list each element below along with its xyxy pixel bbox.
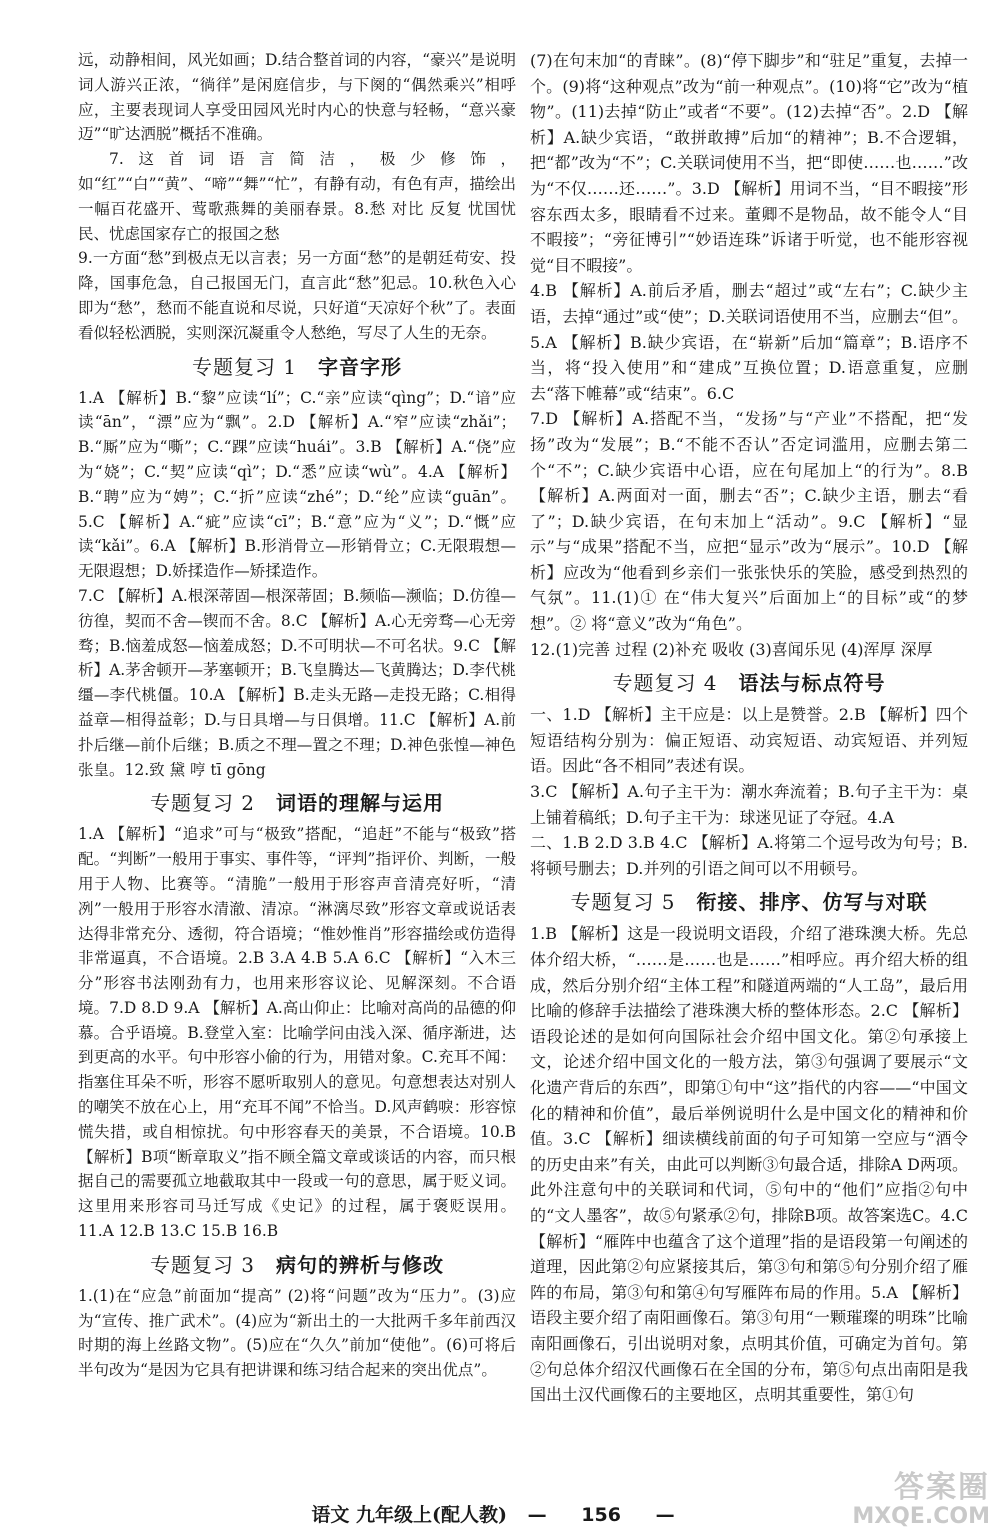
answer-paragraph: (7)在句末加“的青睐”。(8)“停下脚步”和“驻足”重复，去掉一个。(9)将“这种观点”改为“前一种观点”。(10)将“它”改为“植物”。(11)去掉“防止”或者“不要”。(12)去掉“否”。2.D 【解析】A.缺少宾语，“敢拼敢搏”后加“的精神”；B.不合逻辑，把“都”改为“不”；C.关联词使用不当，把“即使……也……”改为“不仅……还……”。3.D 【解析】用词不当，“目不暇接”形容东西太多，眼睛看不过来。董卿不是物品，故不能令人“目不暇接”；“旁征博引”“妙语连珠”诉诸于听觉，也不能形容视觉“目不暇接”。 xyxy=(530,51,968,275)
section-number: 专题复习 5 xyxy=(570,890,676,915)
answer-paragraph: 远，动静相间，风光如画；D.结合整首词的内容，“豪兴”是说明词人游兴正浓，“徜徉”是闲庭信步，与下阕的“偶然乘兴”相呼应，主要表现词人享受田园风光时内心的快意与轻畅，“意兴豪迈”“旷达洒脱”概括不准确。 xyxy=(78,51,516,144)
section-number: 专题复习 3 xyxy=(149,1252,256,1277)
section-heading xyxy=(530,885,968,919)
answer-paragraph: 1.A 【解析】B.“黎”应读“lí”；C.“亲”应读“qìng”；D.“谙”应读“ān”，“漂”应为“飘”。2.D 【解析】A.“窄”应读“zhǎi”；B.“厮”应为“嘶”；C.“踝”应读“huái”。3.B 【解析】A.“侥”应为“娆”；C.“契”应读“qì”；D.“悉”应读“wù”。4.A 【解析】B.“聘”应为“娉”；C.“折”应读“zhé”；D.“纶”应读“guān”。5.C 【解析】A.“疵”应读“cī”；B.“意”应为“义”；D.“慨”应读“kǎi”。6.A 【解析】B.形消骨立—形销骨立；C.无限瑕想—无限遐想；D.娇揉造作—矫揉造作。 xyxy=(78,388,516,581)
footer-grade: 九年级上(配人教) xyxy=(356,1504,508,1526)
left-column xyxy=(78,48,516,1383)
answer-paragraph: 7.D 【解析】A.搭配不当，“发扬”与“产业”不搭配，把“发扬”改为“发展”；B.“不能不否认”否定词滥用，应删去第二个“不”；C.缺少宾语中心语，应在句尾加上“的行为”。8.B 【解析】A.两面对一面，删去“否”；C.缺少主语，删去“看了”；D.缺少宾语，在句末加上“活动”。9.C 【解析】“显示”与“成果”搭配不当，应把“显示”改为“展示”。10.D 【解析】应改为“他看到乡亲们一张张快乐的笑脸，感受到热烈的气氛”。11.(1)① 在“伟大复兴”后面加上“的目标”或“的梦想”。② 将“意义”改为“角色”。 xyxy=(530,409,968,634)
section-heading xyxy=(78,1248,516,1282)
right-column xyxy=(530,48,968,1408)
answer-paragraph: 7.C 【解析】A.根深蒂固—根深蒂固；B.频临—濒临；D.仿徨—彷徨，契而不舍—锲而不舍。8.C 【解析】A.心无旁骛—心无旁骛；B.恼羞成怒—恼羞成怒；D.不可明状—不可名状。9.C 【解析】A.茅舍顿开—茅塞顿开；B.飞皇腾达—飞黄腾达；D.李代桃缰—李代桃僵。10.A 【解析】B.走头无路—走投无路；C.相得益章—相得益彰；D.与日具增—与日俱增。11.C 【解析】A.前扑后继—前仆后继；B.质之不理—置之不理；D.神色张惶—神色张皇。12.致 黛 哼 tī gōng xyxy=(78,586,516,779)
section-title: 病句的辨析与修改 xyxy=(276,1252,445,1277)
answer-paragraph: 1.(1)在“应急”前面加“提高” (2)将“问题”改为“压力”。(3)应为“宣传、推广武术”。(4)应为“新出土的一大批两千多年前西汉时期的海上丝路文物”。(5)应在“久久”前加“使他”。(6)可将后半句改为“是因为它具有把讲课和练习结合起来的突出优点”。 xyxy=(78,1286,516,1380)
page-number-dash-left: — xyxy=(527,1504,547,1526)
answer-paragraph: 1.A 【解析】“追求”可与“极致”搭配，“追赶”不能与“极致”搭配。“判断”一般用于事实、事件等，“评判”指评价、判断，一般用于人物、比赛等。“清脆”一般用于形容声音清亮好听，“清冽”一般用于形容水清澈、清凉。“淋漓尽致”形容文章或说话表达得非常充分、透彻，符合语境；“惟妙惟肖”形容描绘或仿造得非常逼真，不合语境。2.B 3.A 4.B 5.A 6.C 【解析】“入木三分”形容书法刚劲有力，也用来形容议论、见解深刻。不合语境。7.D 8.D 9.A 【解析】A.高山仰止：比喻对高尚的品德的仰慕。合乎语境。B.登堂入室：比喻学问由浅入深、循序渐进，达到更高的水平。句中形容小偷的行为，用错对象。C.充耳不闻：指塞住耳朵不听，形容不愿听取别人的意见。句意想表达对别人的嘲笑不放在心上，用“充耳不闻”不恰当。D.风声鹤唳：形容惊慌失措，或自相惊扰。句中形容春天的美景，不合语境。10.B 【解析】B项“断章取义”指不顾全篇文章或谈话的内容，而只根据自己的需要孤立地截取其中一段或一句的意思，属于贬义词。这里用来形容司马迁写成《史记》的过程，属于褒贬误用。11.A 12.B 13.C 15.B 16.B xyxy=(78,825,516,1241)
answer-paragraph: 1.B 【解析】这是一段说明文语段，介绍了港珠澳大桥。先总体介绍大桥，“……是……也是……”相呼应。再介绍大桥的组成，然后分别介绍“主体工程”和隧道两端的“人工岛”，最后用比喻的修辞手法描绘了港珠澳大桥的整体形态。2.C 【解析】语段论述的是如何向国际社会介绍中国文化。第②句承接上文，论述介绍中国文化的一般方法，第③句强调了要展示“文化遗产背后的东西”，即第①句中“这”指代的内容——“中国文化的精神和价值”，最后举例说明什么是中国文化的精神和价值。3.C 【解析】细读横线前面的句子可知第一空应与“酒令的历史由来”有关，由此可以判断③句最合适，排除A D两项。此外注意句中的关联词和代词，⑤句中的“他们”应指②句中的“文人墨客”，故⑤句紧承②句，排除B项。故答案选C。4.C 【解析】“雁阵中也蕴含了这个道理”指的是语段第一句阐述的道理，因此第②句应紧接其后，第③句和第⑤句分别介绍了雁阵的布局，第③句和第④句写雁阵布局的作用。5.A 【解析】语段主要介绍了南阳画像石。第③句用“一颗璀璨的明珠”比喻南阳画像石，引出说明对象，点明其价值，可确定为首句。第②句总体介绍汉代画像石在全国的分布，第⑤句点出南阳是我国出土汉代画像石的主要地区，点明其重要性，第①句 xyxy=(530,924,968,1405)
section-number: 专题复习 1 xyxy=(191,354,298,379)
section-title: 衔接、排序、仿写与对联 xyxy=(696,890,928,915)
page-number-dash-right: — xyxy=(655,1504,675,1526)
answer-paragraph: 一、1.D 【解析】主干应是：以上是赞誉。2.B 【解析】四个短语结构分别为：偏正短语、动宾短语、动宾短语、并列短语。因此“各不相同”表述有误。 xyxy=(530,705,968,776)
section-title: 词语的理解与运用 xyxy=(276,791,445,816)
answer-paragraph: 4.B 【解析】A.前后矛盾，删去“超过”或“左右”；C.缺少主语，去掉“通过”或“使”；D.关联词语使用不当，应删去“但”。5.A 【解析】B.缺少宾语，在“崭新”后加“篇章”；B.语序不当，将“投入使用”和“建成”互换位置；D.语意重复，应删去“落下帷幕”或“结束”。6.C xyxy=(530,281,968,403)
answer-paragraph: 3.C 【解析】A.句子主干为：潮水奔流着；B.句子主干为：桌上铺着稿纸；D.句子主干为：球迷见证了夺冠。4.A xyxy=(530,782,968,827)
answer-paragraph: 7.这首词语言简洁，极少修饰，如“红”“白”“黄”、“啼”“舞”“忙”，有静有动，有色有声，描绘出一幅百花盛开、莺歌燕舞的美丽春景。8.愁 对比 反复 忧国忧民、忧虑国家存亡的报国之愁 xyxy=(78,150,516,243)
watermark-line2: MXQE.COM xyxy=(852,1504,990,1529)
section-number: 专题复习 4 xyxy=(612,671,718,696)
answer-paragraph: 12.(1)完善 过程 (2)补充 吸收 (3)喜闻乐见 (4)浑厚 深厚 xyxy=(530,639,933,659)
section-number: 专题复习 2 xyxy=(149,791,256,816)
section-title: 语法与标点符号 xyxy=(738,671,886,696)
answer-paragraph: 9.一方面“愁”到极点无以言表；另一方面“愁”的是朝廷苟安、投降，国事危急，自己报国无门，直言此“愁”犯忌。10.秋色入心即为“愁”，愁而不能直说和尽说，只好道“天凉好个秋”了。表面看似轻松洒脱，实则深沉凝重令人愁绝，写尽了人生的无奈。 xyxy=(78,249,516,342)
section-title: 字音字形 xyxy=(318,354,403,379)
watermark-logo xyxy=(830,1460,1000,1538)
section-heading xyxy=(530,666,968,700)
answer-paragraph: 二、1.B 2.D 3.B 4.C 【解析】A.将第二个逗号改为句号；B.将顿号删去；D.并列的引语之间可以不用顿号。 xyxy=(530,833,968,878)
page-number: 156 xyxy=(581,1504,621,1526)
section-heading xyxy=(78,786,516,820)
section-heading xyxy=(78,350,516,384)
footer-subject: 语文 xyxy=(311,1504,350,1526)
watermark-line1: 答案圈 xyxy=(894,1470,990,1505)
